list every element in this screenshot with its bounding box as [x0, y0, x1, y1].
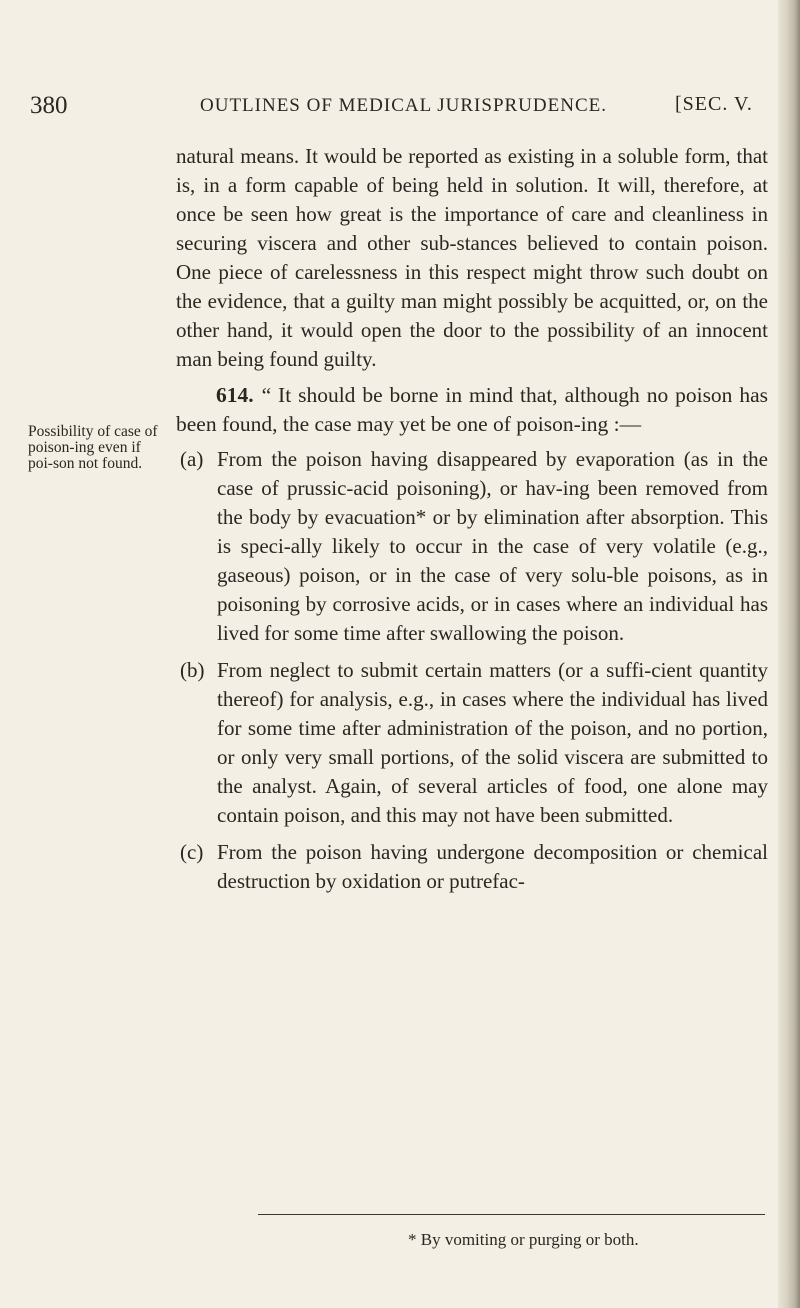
item-text-b: From neglect to submit certain matters (or a suffi-cient quantity thereof) for analysis, e.g., in cases where the individual has lived for some time after administration of the poison, and no portion, or only very small portions, of the solid viscera are submitted to the analyst. Again, of several articles of food, one alone may contain poison, and this may not have been submitted. [217, 658, 768, 827]
item-label-a: (a) [180, 447, 204, 471]
running-head: OUTLINES OF MEDICAL JURISPRUDENCE. [200, 95, 607, 116]
list-item-a [176, 445, 768, 648]
page-number: 380 [30, 92, 68, 119]
item-text-c: From the poison having undergone decomposition or chemical destruction by oxidation or putrefac- [217, 840, 768, 893]
intro-paragraph: natural means. It would be reported as existing in a soluble form, that is, in a form capable of being held in solution. It will, therefore, at once be seen how great is the importance of care and cleanliness in securing viscera and other sub-stances believed to contain poison. One piece of carelessness in this respect might throw such doubt on the evidence, that a guilty man might possibly be acquitted, or, on the other hand, it would open the door to the possibility of an innocent man being found guilty. [176, 144, 768, 371]
page-edge-shadow [778, 0, 800, 1308]
paragraph-614 [176, 381, 768, 439]
margin-note: Possibility of case of poison-ing even if poi-son not found. [28, 423, 158, 472]
body-text [176, 142, 768, 896]
list-item-b [176, 656, 768, 830]
item-label-c: (c) [180, 840, 204, 864]
paragraph-number: 614. [216, 383, 254, 407]
item-label-b: (b) [180, 658, 205, 682]
page-header [30, 92, 772, 122]
list-item-c [176, 838, 768, 896]
item-text-a: From the poison having disappeared by evaporation (as in the case of prussic-acid poisoning), or hav-ing been removed from the body by evacuation* or by elimination after absorption. This is speci-ally likely to occur in the case of very volatile (e.g., gaseous) poison, or in the case of very solu-ble poisons, as in poisoning by corrosive acids, or in cases where an individual has lived for some time after swallowing the poison. [217, 447, 768, 645]
footnote: * By vomiting or purging or both. [408, 1230, 639, 1249]
paragraph-614-text: “ It should be borne in mind that, although no poison has been found, the case may yet be one of poison-ing :— [176, 383, 768, 436]
section-reference: [SEC. V. [675, 93, 753, 115]
footnote-rule [258, 1214, 765, 1215]
